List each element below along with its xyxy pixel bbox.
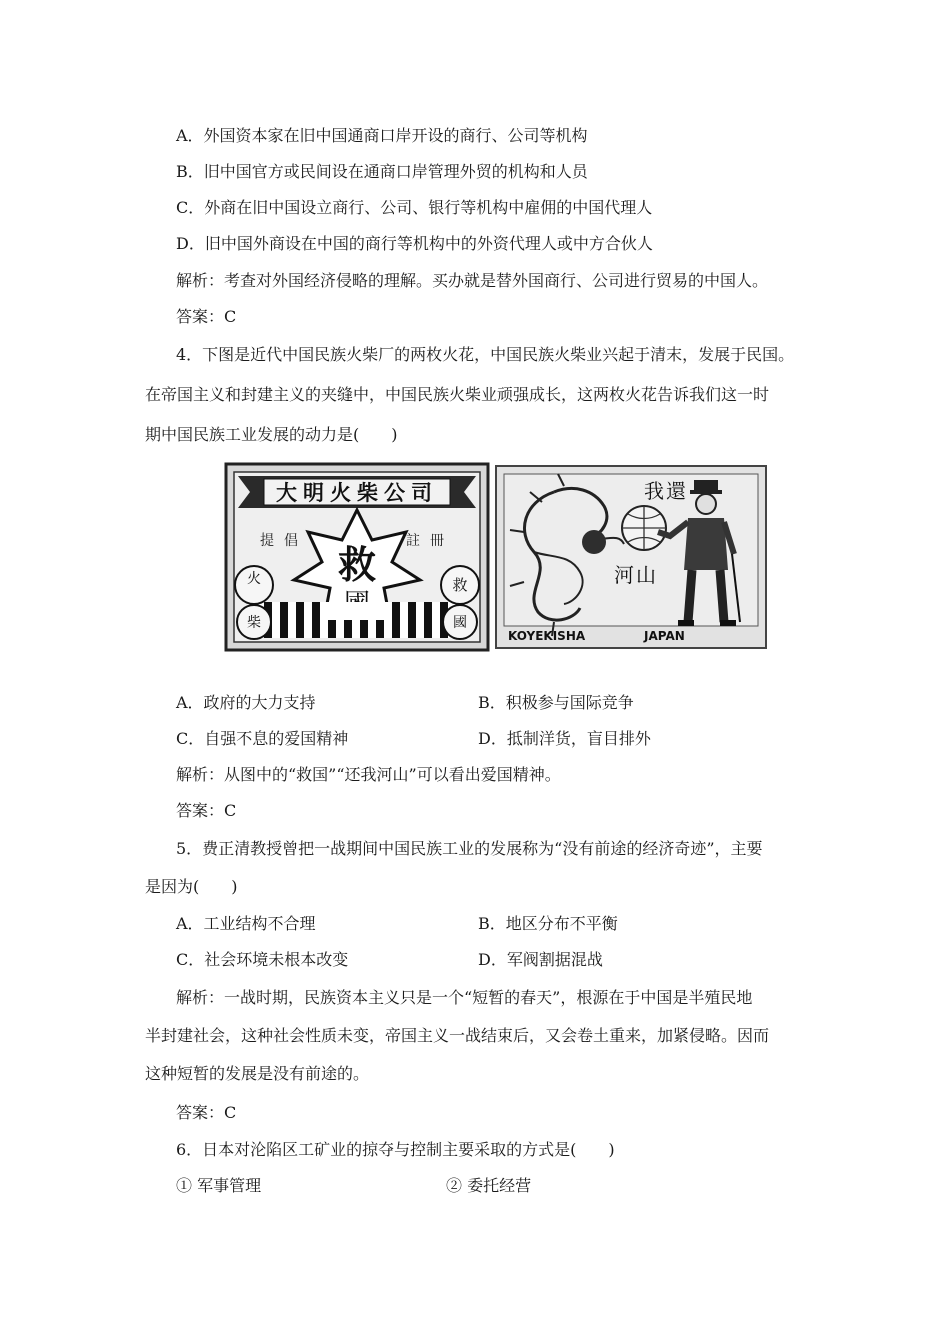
left-circle-char-1: 火 [247,571,261,587]
q5-analysis-line3: 这种短暂的发展是没有前途的。 [145,1064,370,1083]
left-circle-char-2: 柴 [247,615,261,631]
q3-option-d: D．旧中国外商设在中国的商行等机构中的外资代理人或中方合伙人 [176,234,653,253]
right-circle-char-2: 國 [453,615,467,631]
q4-analysis: 解析：从图中的“救国”“还我河山”可以看出爱国精神。 [176,765,561,784]
q5-analysis-line1: 解析：一战时期，民族资本主义只是一个“短暂的春天”，根源在于中国是半殖民地 [176,988,753,1007]
q5-analysis-line2: 半封建社会，这种社会性质未变，帝国主义一战结束后，又会卷土重来，加紧侵略。因而 [145,1026,770,1045]
q5-stem-line1: 5．费正清教授曾把一战期间中国民族工业的发展称为“没有前途的经济奇迹”，主要 [176,839,763,858]
caption-right: JAPAN [644,629,685,643]
q4-option-d: D．抵制洋货，盲目排外 [478,729,651,748]
q4-option-c: C．自强不息的爱国精神 [176,729,349,748]
q4-stem-line2: 在帝国主义和封建主义的夹缝中，中国民族火柴业顽强成长，这两枚火花告诉我们这一时 [145,385,770,404]
q3-option-a: A．外国资本家在旧中国通商口岸开设的商行、公司等机构 [176,126,588,145]
q5-option-c: C．社会环境未根本改变 [176,950,349,969]
left-small-text: 提倡 [260,533,308,549]
q6-option-2: ② 委托经营 [446,1176,532,1195]
q5-option-d: D．军阀割据混战 [478,950,603,969]
q4-option-b: B．积极参与国际竞争 [478,693,634,712]
matchbox-label-right [496,466,766,648]
q6-stem: 6．日本对沦陷区工矿业的掠夺与控制主要采取的方式是( ) [176,1140,615,1159]
q3-option-c: C．外商在旧中国设立商行、公司、银行等机构中雇佣的中国代理人 [176,198,653,217]
q5-option-b: B．地区分布不平衡 [478,914,618,933]
right-label-text-2: 河山 [614,563,658,587]
q5-option-a: A．工业结构不合理 [176,914,316,933]
caption-left: KOYEKISHA [508,629,586,643]
q4-answer: 答案：C [176,801,237,820]
right-circle-char-1: 救 [452,576,468,594]
q3-option-b: B．旧中国官方或民间设在通商口岸管理外贸的机构和人员 [176,162,588,181]
matchbox-labels-figure [224,462,769,652]
big-char-top: 救 [337,542,377,587]
q5-stem-line2: 是因为( ) [145,877,238,896]
right-label-text-1: 我還 [644,479,688,503]
banner-text: 大明火柴公司 [276,480,438,505]
q3-analysis: 解析：考查对外国经济侵略的理解。买办就是替外国商行、公司进行贸易的中国人。 [176,271,769,290]
q5-answer: 答案：C [176,1103,237,1122]
q4-stem-line3: 期中国民族工业发展的动力是( ) [145,425,398,444]
q3-answer: 答案：C [176,307,237,326]
matchbox-label-left [226,464,488,650]
q4-option-a: A．政府的大力支持 [176,693,316,712]
q4-stem-line1: 4．下图是近代中国民族火柴厂的两枚火花，中国民族火柴业兴起于清末，发展于民国。 [176,345,795,364]
q6-option-1: ① 军事管理 [176,1176,262,1195]
right-small-text: 註冊 [406,533,454,549]
